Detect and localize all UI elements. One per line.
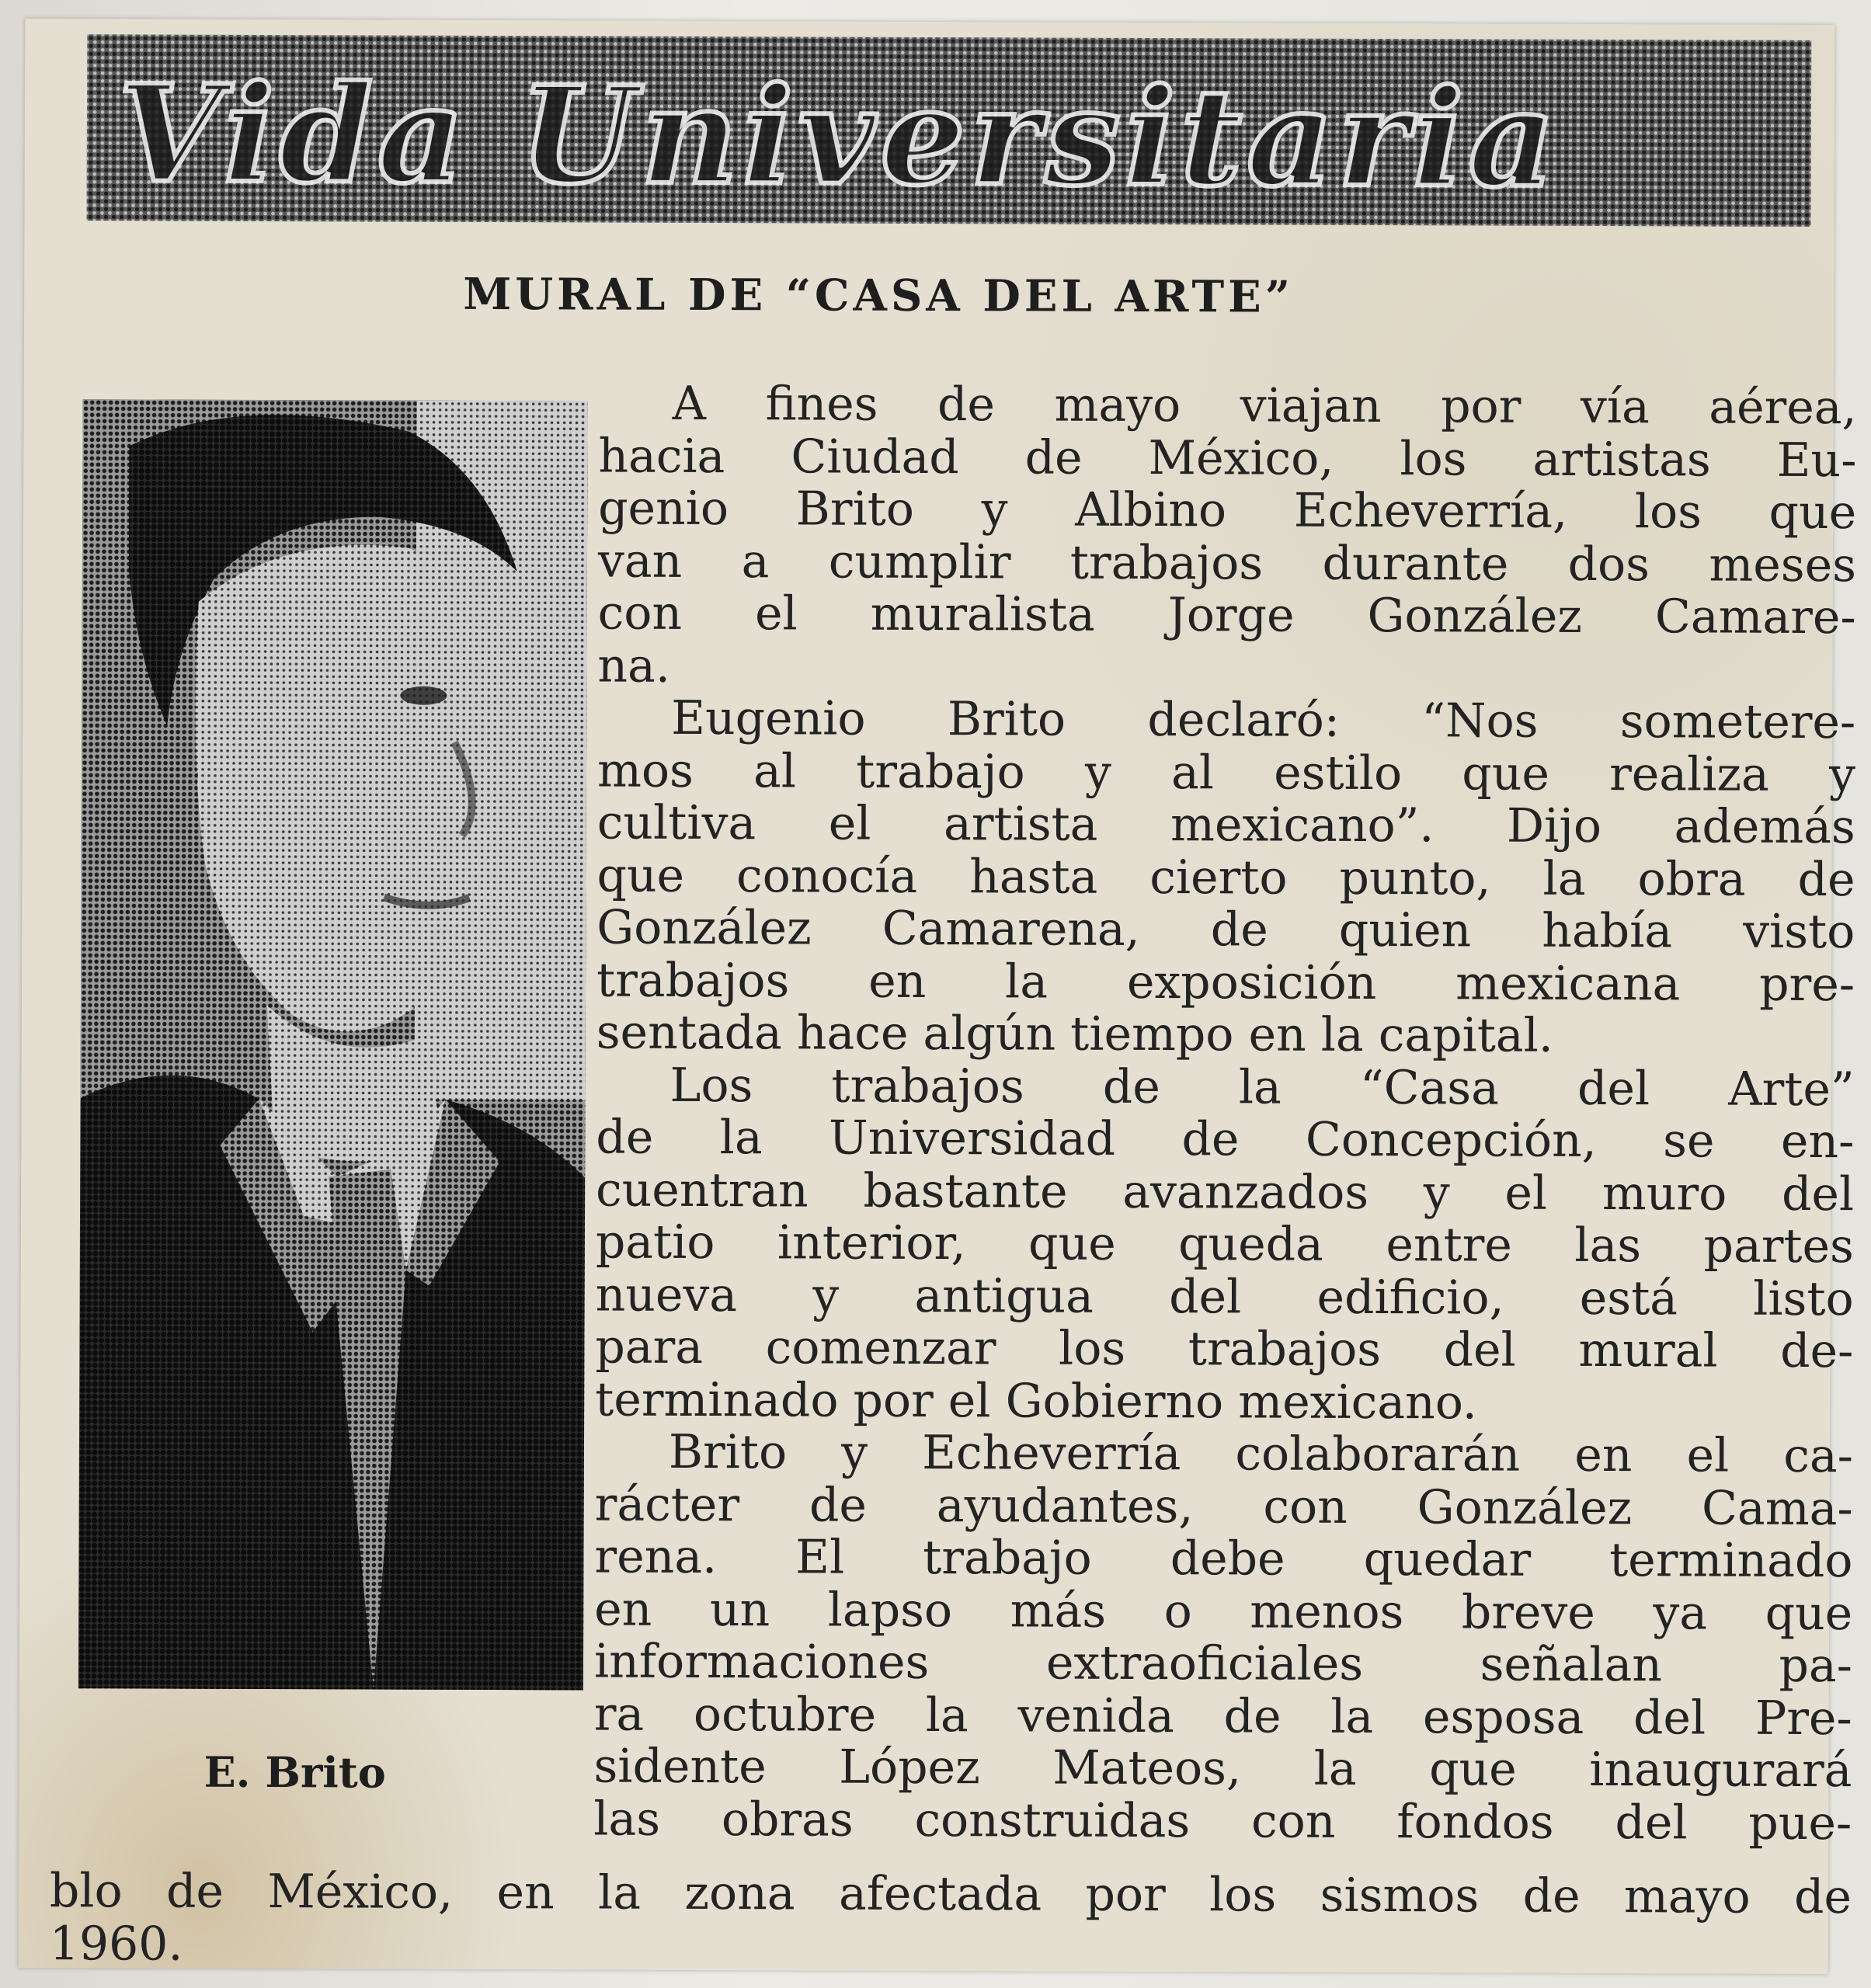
article-line: que conocía hasta cierto punto, la obra de: [596, 848, 1855, 907]
article-line: de la Universidad de Concepción, se en-: [596, 1110, 1855, 1170]
article-line: las obras construidas con fondos del pue-: [593, 1792, 1852, 1851]
article-line: A fines de mayo viajan por vía aérea,: [672, 376, 1857, 436]
article-line: genio Brito y Albino Echeverría, los que: [598, 481, 1857, 540]
article-line: Brito y Echeverría colaborarán en el ca-: [668, 1424, 1854, 1484]
article-line: nueva y antigua del edificio, está listo: [595, 1267, 1854, 1326]
article-line: rácter de ayudantes, con González Cama-: [594, 1477, 1853, 1536]
masthead-title: Vida Universitaria: [117, 54, 1560, 217]
article-line: 1960.: [49, 1916, 183, 1972]
article-line: blo de México, en la zona afectada por los sismos de mayo de: [49, 1864, 1852, 1925]
masthead-banner: [86, 34, 1811, 227]
article-line: en un lapso más o menos breve ya que: [594, 1582, 1853, 1641]
article-line: sentada hace algún tiempo en la capital.: [596, 1005, 1554, 1063]
portrait-photo: [78, 399, 588, 1690]
article-line: patio interior, que queda entre las partes: [595, 1215, 1855, 1274]
article-line: con el muralista Jorge González Camare-: [597, 586, 1856, 645]
article-line: trabajos en la exposición mexicana pre-: [596, 953, 1855, 1012]
article-line: sidente López Mateos, la que inaugurará: [593, 1739, 1852, 1799]
article-line: informaciones extraoficiales señalan pa-: [593, 1634, 1853, 1694]
newspaper-clipping: [19, 19, 1857, 1974]
article-line: cuentran bastante avanzados y el muro del: [596, 1163, 1855, 1222]
photo-caption: E. Brito: [203, 1746, 386, 1798]
article-line: na.: [597, 638, 671, 693]
article-line: González Camarena, de quien había visto: [596, 900, 1855, 960]
article-line: hacia Ciudad de México, los artistas Eu-: [598, 429, 1857, 488]
portrait-halftone-figure: [78, 399, 588, 1690]
article-line: Eugenio Brito declaró: “Nos sometere-: [671, 690, 1856, 750]
article-tail: [50, 1865, 1852, 1976]
article-line: Los trabajos de la “Casa del Arte”: [669, 1058, 1855, 1117]
article-line: mos al trabajo y al estilo que realiza y: [596, 743, 1856, 802]
article-line: rena. El trabajo debe quedar terminado: [594, 1529, 1853, 1589]
article-line: ra octubre la venida de la esposa del Pre-: [593, 1687, 1852, 1746]
article-line: para comenzar los trabajos del mural de-: [595, 1319, 1854, 1379]
article-column: [593, 378, 1857, 1851]
article-line: van a cumplir trabajos durante dos meses: [597, 533, 1857, 593]
article-line: cultiva el artista mexicano”. Dijo además: [596, 795, 1855, 855]
article-line: terminado por el Gobierno mexicano.: [595, 1372, 1478, 1430]
article-headline: MURAL DE “CASA DEL ARTE”: [463, 268, 1295, 323]
